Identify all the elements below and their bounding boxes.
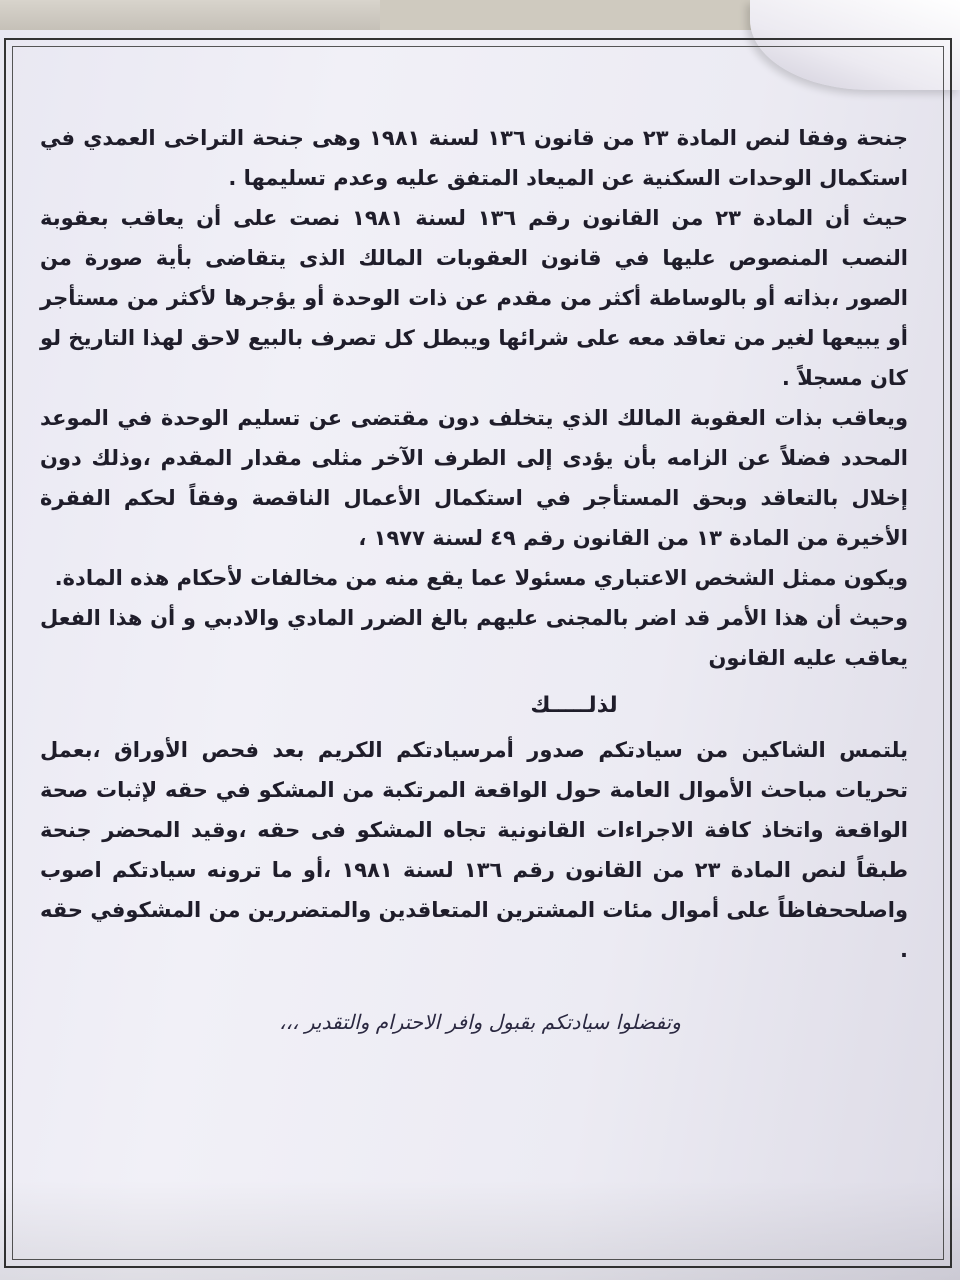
handwritten-closing: وتفضلوا سيادتكم بقبول وافر الاحترام والتقدير ،،، xyxy=(279,1010,681,1034)
paragraph-legal-representative: ويكون ممثل الشخص الاعتباري مسئولا عما يقع منه من مخالفات لأحكام هذه المادة. xyxy=(54,566,908,590)
paragraph-article-23: حيث أن المادة ٢٣ من القانون رقم ١٣٦ لسنة ١٩٨١ نصت على أن يعاقب بعقوبة النصب المنصوص عليها في قانون العقوبات المالك الذى يتقاضى بأية صورة من الصور ،بذاته أو بالوساطة أكثر من مقدم عن ذات الوحدة أو يؤجرها لأكثر من مستأجر أو يبيعها لغير من تعاقد معه على شرائها ويبطل كل تصرف بالبيع لاحق لهذا التاريخ لو كان مسجلاً . xyxy=(40,206,909,390)
paragraph-damage: وحيث أن هذا الأمر قد اضر بالمجنى عليهم بالغ الضرر المادي والادبي و أن هذا الفعل يعاقب عليه القانون xyxy=(40,606,908,670)
paragraph-charge: جنحة وفقا لنص المادة ٢٣ من قانون ١٣٦ لسنة ١٩٨١ وهى جنحة التراخى العمدي في استكمال الوحدات السكنية عن الميعاد المتفق عليه وعدم تسليمها . xyxy=(40,126,908,190)
heading-therefore: لذلـــــك xyxy=(530,693,618,718)
document-body xyxy=(40,118,908,970)
paragraph-request: يلتمس الشاكين من سيادتكم صدور أمرسيادتكم الكريم بعد فحص الأوراق ،بعمل تحريات مباحث الأموال العامة حول الواقعة المرتكبة من المشكو في حقه لإثبات صحة الواقعة واتخاذ كافة الاجراءات القانونية تجاه المشكو فى حقه ،وقيد المحضر جنحة طبقاً لنص المادة ٢٣ من القانون رقم ١٣٦ لسنة ١٩٨١ ،أو ما ترونه سيادتكم اصوب واصلححفاظاً على أموال مئات المشترين المتعاقدين والمتضررين من المشكوفي حقه . xyxy=(40,738,908,962)
paragraph-same-penalty: ويعاقب بذات العقوبة المالك الذي يتخلف دون مقتضى عن تسليم الوحدة في الموعد المحدد فضلاً عن الزامه بأن يؤدى إلى الطرف الآخر مثلى مقدار المقدم ،وذلك دون إخلال بالتعاقد وبحق المستأجر في استكمال الأعمال الناقصة وفقاً لحكم الفقرة الأخيرة من المادة ١٣ من القانون رقم ٤٩ لسنة ١٩٧٧ ، xyxy=(40,406,908,550)
